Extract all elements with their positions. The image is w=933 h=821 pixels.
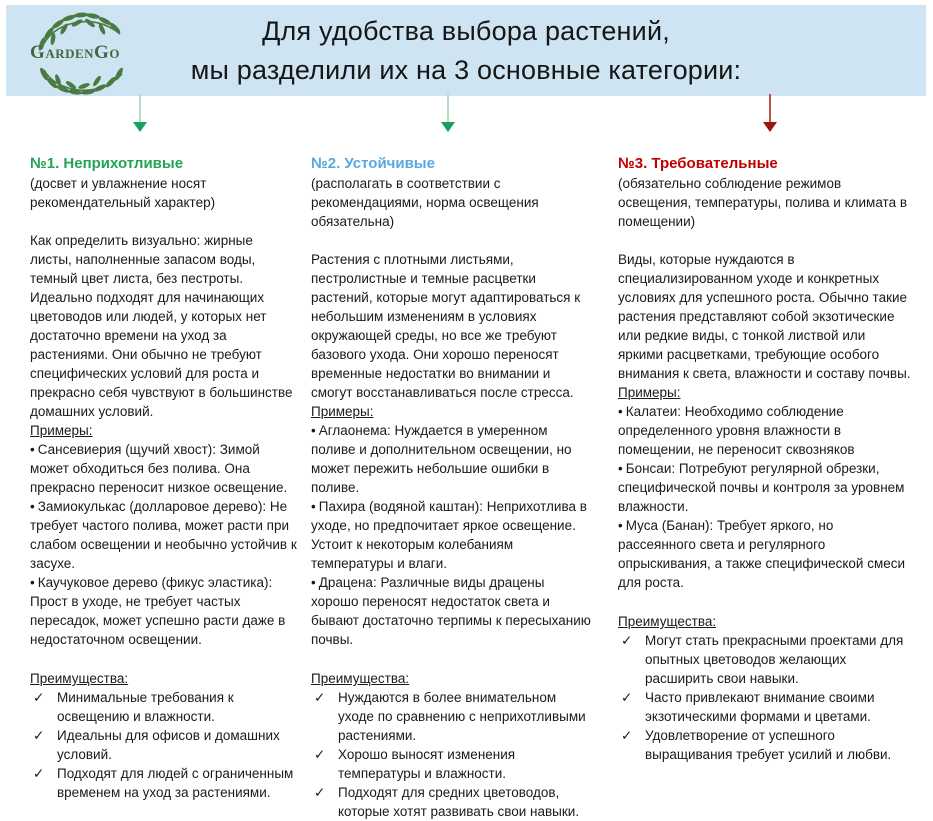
- advantage-item: ✓ Хорошо выносят изменения температуры и влажности.: [314, 747, 516, 781]
- header-band: [6, 5, 926, 96]
- advantage-item: ✓ Идеальны для офисов и домашних условий.: [33, 728, 280, 762]
- category-description: Как определить визуально: жирные листы, наполненные запасом воды, темный цвет листа, без пестроты. Идеально подходят для начинающих цветоводов или людей, у которых нет достаточно времени на уход за растениями. Они обычно не требуют специфических условий для роста и прекрасно себя чувствуют в большинстве домашних условий.: [30, 233, 293, 419]
- advantage-item: ✓ Могут стать прекрасными проектами для опытных цветоводов желающих расширить свои навыки.: [621, 633, 904, 686]
- down-arrow-icon-red: [763, 94, 777, 132]
- examples-label: Примеры:: [30, 423, 93, 438]
- bullet-icon: •: [311, 423, 316, 438]
- down-arrow-icon-green-2: [441, 94, 455, 132]
- category-subtitle: (досвет и увлажнение носят рекомендательный характер): [30, 176, 216, 210]
- category-subtitle: (обязательно соблюдение режимов освещения, температуры, полива и климата в помещении): [618, 176, 908, 229]
- category-title: №2. Устойчивые: [311, 155, 435, 172]
- down-arrow-icon-green-1: [133, 94, 147, 132]
- category-column-demanding: [618, 153, 912, 764]
- example-item: • Муса (Банан): Требует яркого, но рассеянного света и регулярного опрыскивания, а также специфической смеси для роста.: [618, 518, 906, 590]
- checkmark-icon: ✓: [33, 690, 45, 705]
- page-title-line2: мы разделили их на 3 основные категории:: [190, 55, 742, 85]
- page-title-line1: Для удобства выбора растений,: [262, 16, 670, 46]
- logo-wordmark: GardenGo: [30, 42, 120, 63]
- advantages-label: Преимущества:: [618, 614, 717, 629]
- example-item: • Сансевиерия (щучий хвост): Зимой может обходиться без полива. Она прекрасно переносит низкое освещение.: [30, 442, 288, 495]
- advantage-item: ✓ Нуждаются в более внимательном уходе по сравнению с неприхотливыми растениями.: [314, 690, 586, 743]
- category-column-resilient: [311, 153, 595, 821]
- advantages-label: Преимущества:: [30, 671, 129, 686]
- category-column-unpretentious: [30, 153, 298, 802]
- checkmark-icon: ✓: [621, 690, 633, 705]
- examples-label: Примеры:: [311, 404, 374, 419]
- category-subtitle: (располагать в соответствии с рекомендациями, норма освещения обязательна): [311, 176, 539, 229]
- bullet-icon: •: [311, 575, 316, 590]
- examples-label: Примеры:: [618, 385, 681, 400]
- bullet-icon: •: [30, 575, 35, 590]
- checkmark-icon: ✓: [621, 728, 633, 743]
- category-title: №3. Требовательные: [618, 155, 778, 172]
- advantage-item: ✓ Часто привлекают внимание своими экзотическими формами и цветами.: [621, 690, 875, 724]
- bullet-icon: •: [618, 461, 623, 476]
- advantage-item: ✓ Минимальные требования к освещению и влажности.: [33, 690, 234, 724]
- checkmark-icon: ✓: [314, 747, 326, 762]
- example-item: • Замиокулькас (долларовое дерево): Не требует частого полива, может расти при слабом освещении и необычно устойчив к засухе.: [30, 499, 297, 571]
- advantage-item: ✓ Удовлетворение от успешного выращивания требует усилий и любви.: [621, 728, 892, 762]
- bullet-icon: •: [311, 499, 316, 514]
- checkmark-icon: ✓: [33, 728, 45, 743]
- example-item: • Аглаонема: Нуждается в умеренном поливе и дополнительном освещении, но может пережить небольшие ошибки в поливе.: [311, 423, 572, 495]
- category-description: Растения с плотными листьями, пестролистные и темные расцветки растений, которые могут адаптироваться к небольшим изменениям в условиях окружающей среды, но все же требуют базового ухода. Они хорошо переносят временные недостатки во внимании и смогут восстанавливаться после стресса.: [311, 252, 581, 400]
- advantages-label: Преимущества:: [311, 671, 410, 686]
- bullet-icon: •: [618, 404, 623, 419]
- advantage-item: ✓ Подходят для средних цветоводов, которые хотят развивать свои навыки.: [314, 785, 580, 819]
- category-title: №1. Неприхотливые: [30, 155, 184, 172]
- example-item: • Бонсаи: Потребуют регулярной обрезки, специфической почвы и контроля за уровнем влажности.: [618, 461, 905, 514]
- checkmark-icon: ✓: [314, 785, 326, 800]
- advantage-item: ✓ Подходят для людей с ограниченным временем на уход за растениями.: [33, 766, 294, 800]
- checkmark-icon: ✓: [33, 766, 45, 781]
- category-description: Виды, которые нуждаются в специализированном уходе и конкретных условиях для успешного роста. Обычно такие растения представляют собой экзотические или редкие виды, с тонкой листвой или яркими расцветками, требующие особого внимания к света, влажности и составу почвы.: [618, 252, 911, 381]
- bullet-icon: •: [618, 518, 623, 533]
- example-item: • Калатеи: Необходимо соблюдение определенного уровня влажности в помещении, не переносит сквозняков: [618, 404, 855, 457]
- checkmark-icon: ✓: [314, 690, 326, 705]
- example-item: • Пахира (водяной каштан): Неприхотлива в уходе, но предпочитает яркое освещение. Устоит к некоторым колебаниям температуры и влаги.: [311, 499, 587, 571]
- example-item: • Драцена: Различные виды драцены хорошо переносят недостаток света и бывают достаточно терпимы к пересыханию почвы.: [311, 575, 591, 647]
- example-item: • Каучуковое дерево (фикус эластика): Прост в уходе, не требует частых пересадок, может успешно расти даже в недостаточном освещении.: [30, 575, 286, 647]
- page-title: [6, 12, 926, 90]
- checkmark-icon: ✓: [621, 633, 633, 648]
- bullet-icon: •: [30, 442, 35, 457]
- bullet-icon: •: [30, 499, 35, 514]
